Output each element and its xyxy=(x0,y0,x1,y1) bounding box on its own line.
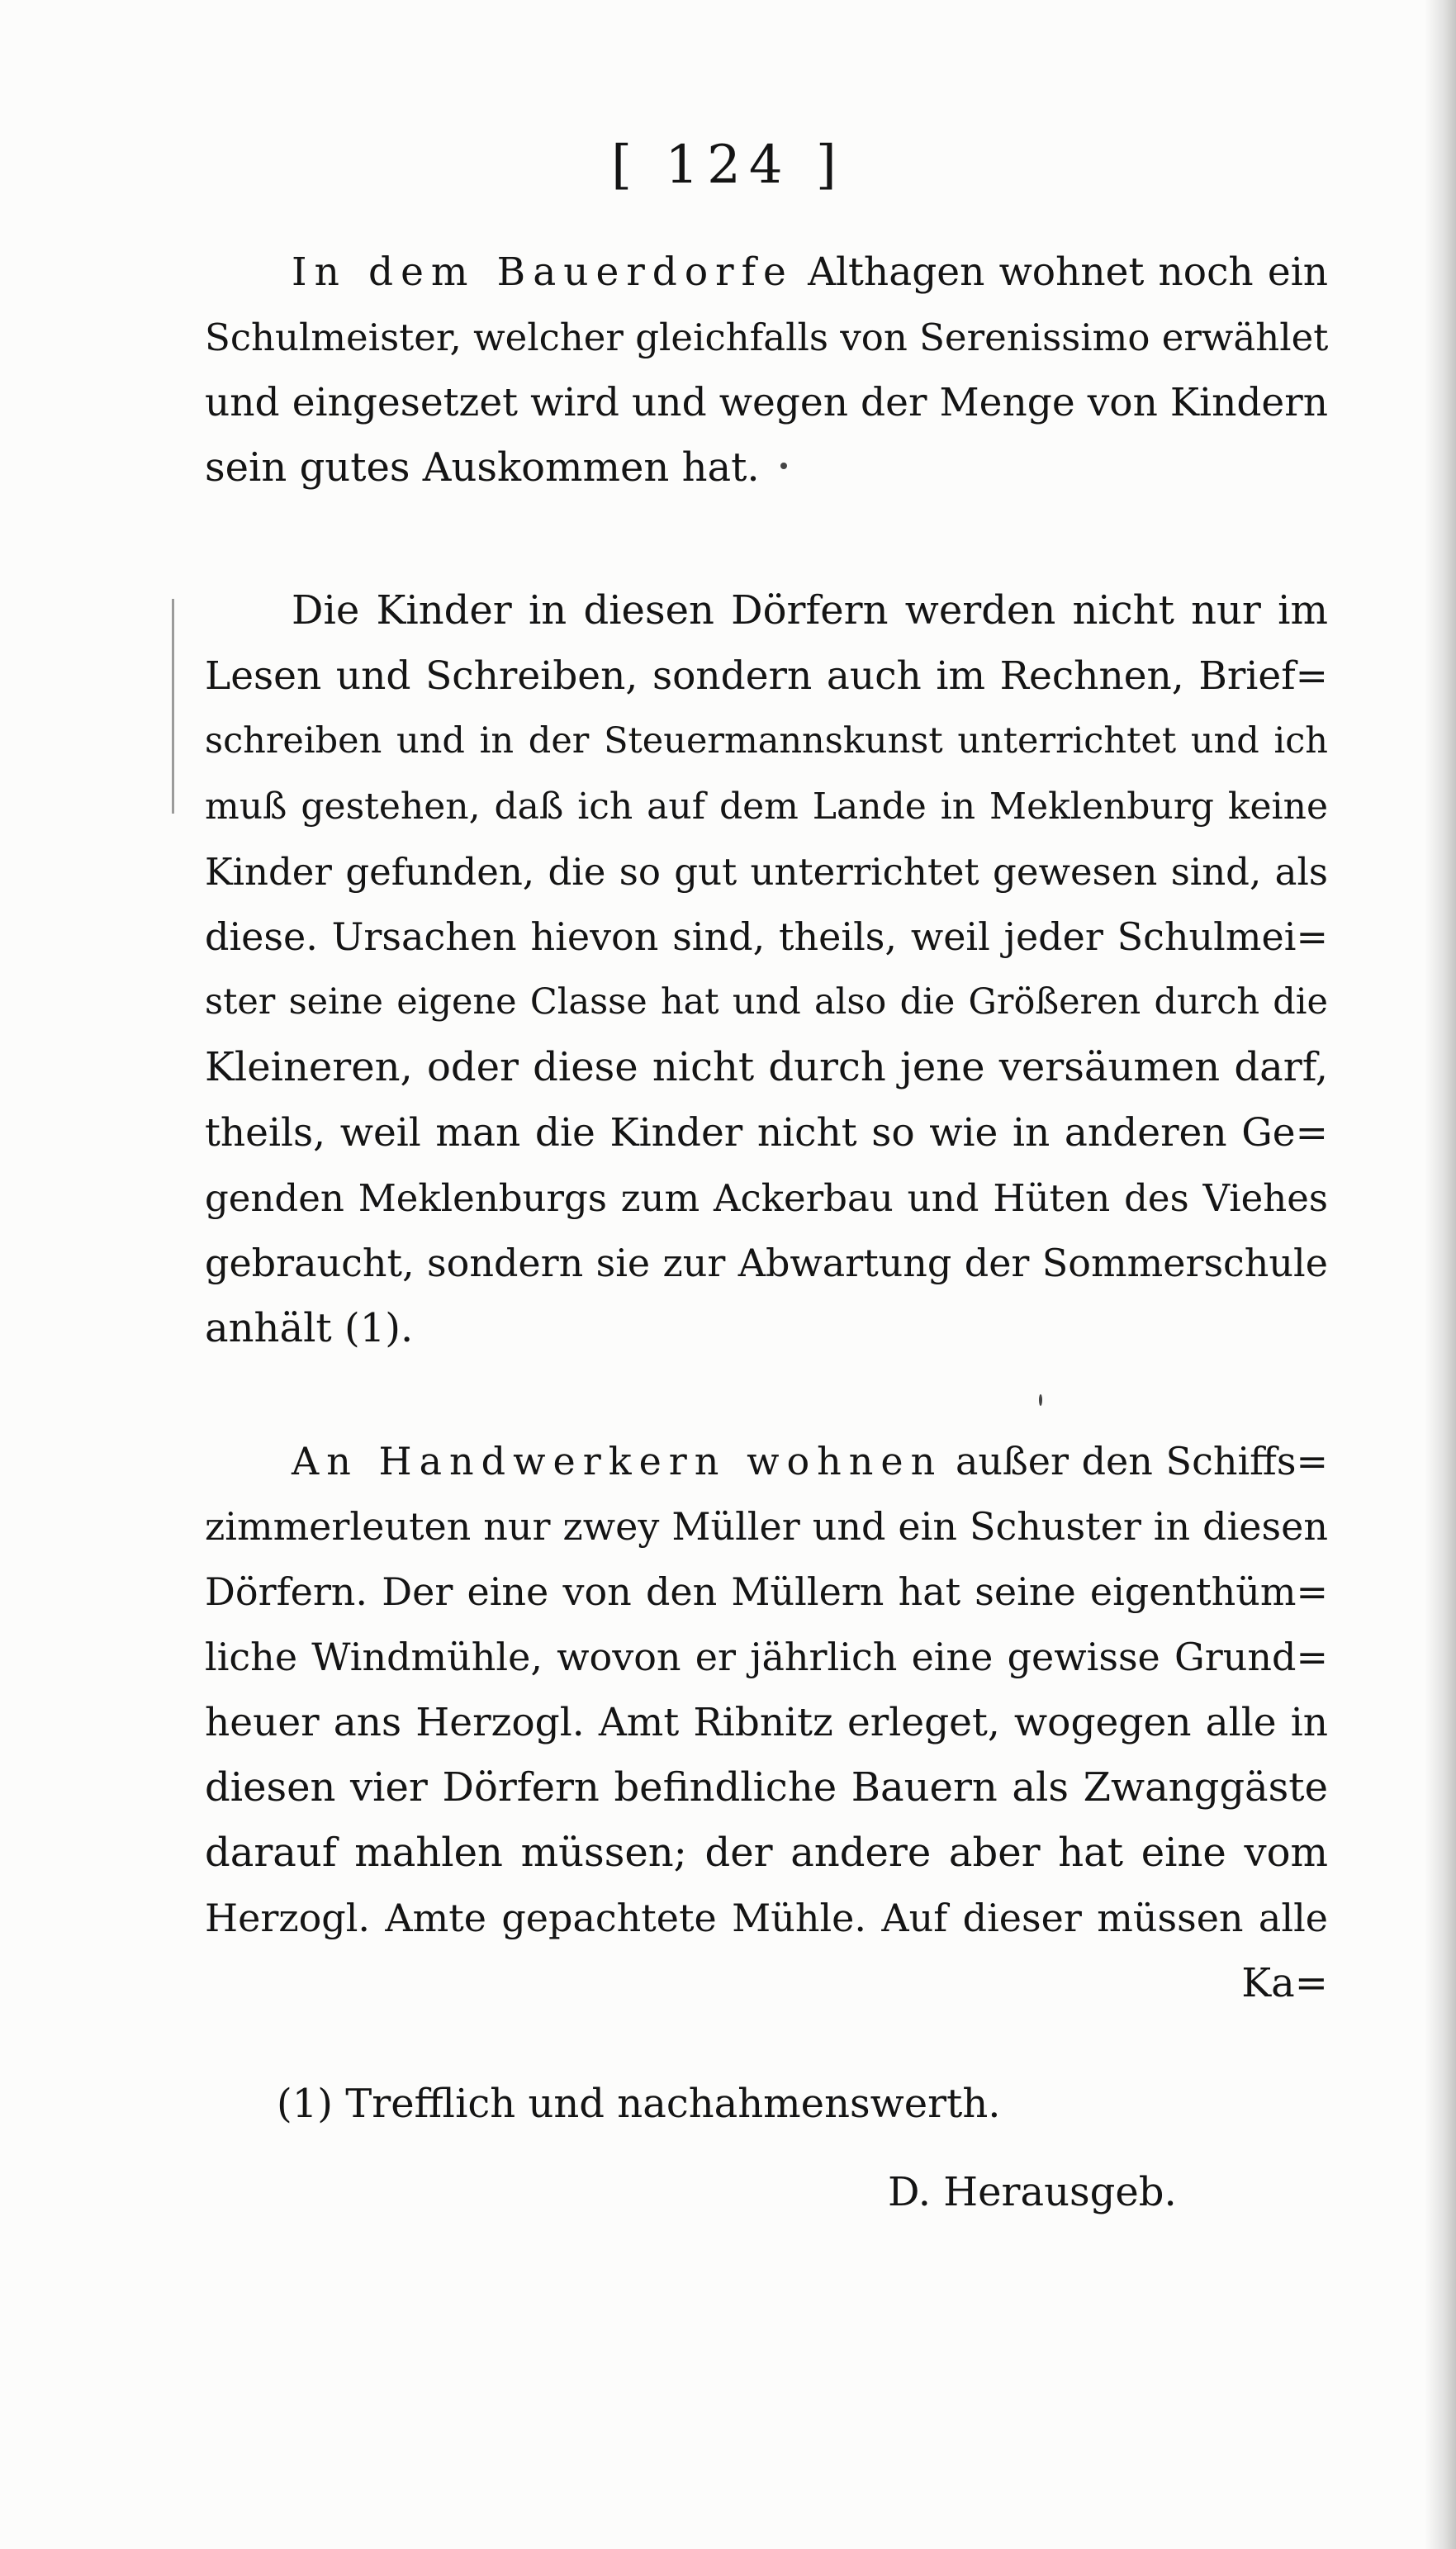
line-rest: außer den Schiffs= xyxy=(955,1439,1328,1483)
text-line: ster seine eigene Classe hat und also die Größeren durch die xyxy=(205,981,1328,1023)
text-line: muß gestehen, daß ich auf dem Lande in Meklenburg keine xyxy=(205,786,1328,828)
catchword: Ka= xyxy=(1241,1960,1328,2006)
text-line: liche Windmühle, wovon er jährlich eine gewisse Grund= xyxy=(205,1635,1328,1679)
line-rest: Althagen wohnet noch ein xyxy=(808,249,1328,295)
paragraph-2 xyxy=(205,578,1328,1361)
footnote-signature: D. Herausgeb. xyxy=(888,2169,1177,2215)
text-line: Kleineren, oder diese nicht durch jene versäumen darf, xyxy=(205,1044,1328,1090)
page-number: [ 124 ] xyxy=(611,135,845,196)
text-line xyxy=(205,240,1328,305)
text-line: Kinder gefunden, die so gut unterrichtet gewesen sind, als xyxy=(205,850,1328,894)
text-line: diese. Ursachen hievon sind, theils, weil jeder Schulmei= xyxy=(205,914,1328,959)
text-line: heuer ans Herzogl. Amt Ribnitz erleget, wogegen alle in xyxy=(205,1700,1328,1745)
text-line: Lesen und Schreiben, sondern auch im Rechnen, Brief= xyxy=(205,653,1328,699)
text-line: und eingesetzet wird und wegen der Menge von Kindern xyxy=(205,380,1328,425)
text-line: Herzogl. Amte gepachtete Mühle. Auf dieser müssen alle xyxy=(205,1896,1328,1940)
margin-pencil-mark xyxy=(172,599,174,814)
text-line: genden Meklenburgs zum Ackerbau und Hüten des Viehes xyxy=(205,1176,1328,1220)
spaced-lead: In dem Bauerdorfe xyxy=(292,249,794,295)
page-edge-shadow xyxy=(1425,0,1456,2549)
paragraph-1 xyxy=(205,240,1328,501)
text-line: sein gutes Auskommen hat. xyxy=(205,444,760,491)
text-line: Schulmeister, welcher gleichfalls von Serenissimo erwählet xyxy=(205,316,1328,359)
text-line: anhält (1). xyxy=(205,1305,414,1351)
ink-speck xyxy=(1039,1394,1042,1406)
text-line: Dörfern. Der eine von den Müllern hat seine eigenthüm= xyxy=(205,1569,1328,1614)
text-line: diesen vier Dörfern befindliche Bauern als Zwanggäste xyxy=(205,1764,1328,1811)
spaced-lead: An Handwerkern wohnen xyxy=(292,1439,943,1483)
footnote-text: (1) Trefflich und nachahmenswerth. xyxy=(277,2081,1001,2127)
paragraph-3 xyxy=(205,1429,1328,2016)
text-line: zimmerleuten nur zwey Müller und ein Schuster in diesen xyxy=(205,1504,1328,1549)
text-line xyxy=(205,1429,1328,1494)
text-line: Die Kinder in diesen Dörfern werden nicht nur im xyxy=(292,587,1328,634)
text-line: schreiben und in der Steuermannskunst unterrichtet und ich xyxy=(205,720,1328,762)
text-line: theils, weil man die Kinder nicht so wie in anderen Ge= xyxy=(205,1110,1328,1156)
text-line: darauf mahlen müssen; der andere aber hat eine vom xyxy=(205,1830,1328,1876)
text-line: gebraucht, sondern sie zur Abwartung der Sommerschule xyxy=(205,1241,1328,1285)
